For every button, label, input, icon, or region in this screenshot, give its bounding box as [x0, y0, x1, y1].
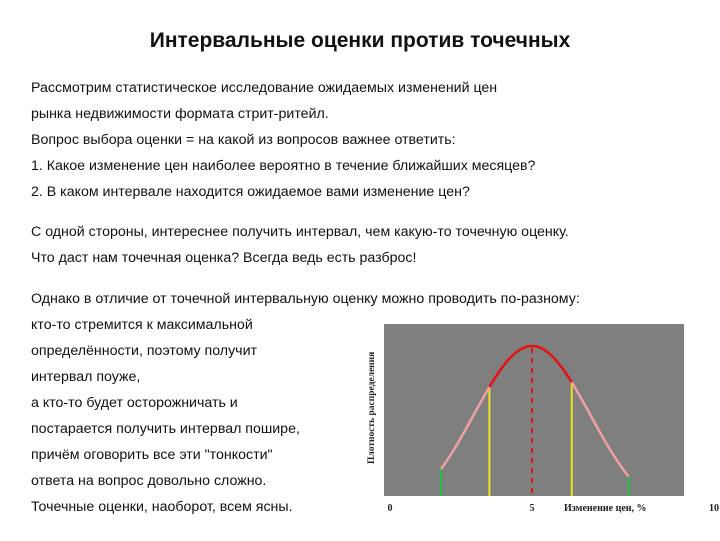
distribution-chart — [358, 314, 719, 536]
x-tick-label: 10 — [709, 503, 719, 514]
middle-line: С одной стороны, интереснее получить интервал, чем какую-то точечную оценку. — [31, 224, 569, 240]
distribution-chart-svg — [358, 314, 719, 536]
intro-block — [31, 75, 535, 205]
final-line: интервал поуже, — [31, 369, 141, 385]
final-line: Однако в отличие от точечной интервальную оценку можно проводить по-разному: — [31, 291, 580, 307]
slide-title: Интервальные оценки против точечных — [149, 29, 571, 52]
intro-line: Рассмотрим статистическое исследование ожидаемых изменений цен — [31, 80, 498, 96]
plot-area — [384, 324, 684, 496]
final-line: Точечные оценки, наоборот, всем ясны. — [31, 499, 293, 515]
final-line: а кто-то будет осторожничать и — [31, 395, 238, 411]
middle-line: Что даст нам точечная оценка? Всегда ведь есть разброс! — [31, 250, 417, 266]
final-line: определённости, поэтому получит — [31, 343, 257, 359]
y-axis-label: Плотность распределения — [367, 351, 377, 464]
middle-block — [31, 219, 569, 271]
final-line: постарается получить интервал пошире, — [31, 421, 300, 437]
question-2: 2. В каком интервале находится ожидаемое вами изменение цен? — [31, 184, 470, 200]
intro-line: рынка недвижимости формата стрит-ритейл. — [31, 106, 329, 122]
x-tick-label: 0 — [387, 503, 393, 514]
x-tick-label: 5 — [529, 503, 535, 514]
final-line: кто-то стремится к максимальной — [31, 317, 253, 333]
final-line: причём оговорить все эти "тонкости" — [31, 447, 273, 463]
final-line: ответа на вопрос довольно сложно. — [31, 473, 267, 489]
intro-line: Вопрос выбора оценки = на какой из вопросов важнее ответить: — [31, 132, 456, 148]
question-1: 1. Какое изменение цен наиболее вероятно в течение ближайших месяцев? — [31, 158, 536, 174]
x-axis-label: Изменение цен, % — [564, 503, 647, 514]
